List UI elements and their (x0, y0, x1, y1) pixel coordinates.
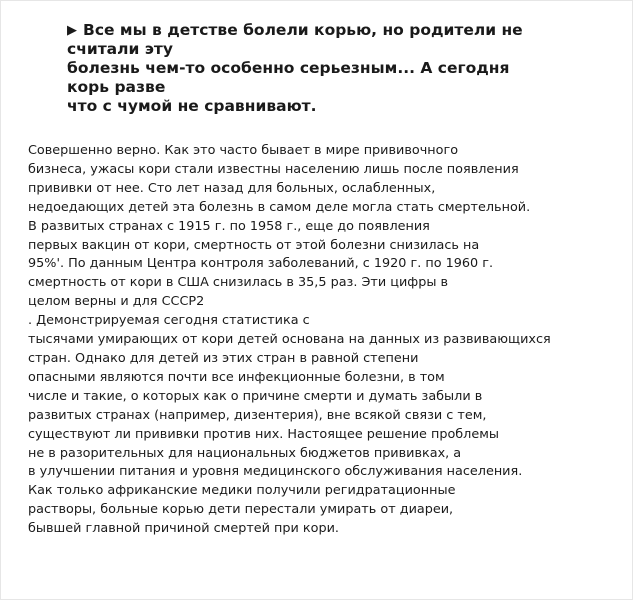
answer-line: 95%'. По данным Центра контроля заболеваний, с 1920 г. по 1960 г. (28, 256, 494, 272)
question-line (67, 21, 537, 40)
answer-line: первых вакцин от кори, смертность от этой болезни снизилась на (28, 237, 480, 253)
answer-line: смертность от кори в США снизилась в 35,5 раз. Эти цифры в (28, 275, 449, 291)
answer-line: недоедающих детей эта болезнь в самом деле могла стать смертельной. (28, 199, 531, 215)
answer-line: целом верны и для СССР2 (28, 294, 205, 310)
answer-line: опасными являются почти все инфекционные болезни, в том (28, 369, 445, 385)
answer-line: прививки от нее. Сто лет назад для больных, ослабленных, (28, 180, 436, 196)
question-line: корь разве (67, 78, 166, 96)
answer-line: растворы, больные корью дети перестали умирать от диареи, (28, 502, 454, 518)
answer-line: Совершенно верно. Как это часто бывает в мире прививочного (28, 143, 459, 158)
question-text: Все мы в детстве болели корью, но родители не (83, 21, 523, 39)
question-block (67, 21, 537, 116)
answer-paragraph (28, 142, 618, 539)
answer-line: в улучшении питания и уровня медицинского обслуживания населения. (28, 464, 523, 480)
answer-line: не в разорительных для национальных бюджетов прививках, а (28, 445, 462, 461)
answer-line: . Демонстрируемая сегодня статистика с (28, 313, 310, 329)
question-line: что с чумой не сравнивают. (67, 97, 317, 115)
answer-line: числе и такие, о которых как о причине смерти и думать забыли в (28, 388, 483, 404)
answer-line: тысячами умирающих от кори детей основана на данных из развивающихся (28, 332, 551, 348)
answer-line: стран. Однако для детей из этих стран в равной степени (28, 350, 419, 366)
answer-line: развитых странах (например, дизентерия), вне всякой связи с тем, (28, 407, 487, 423)
question-line: болезнь чем-то особенно серьезным... А сегодня (67, 59, 510, 77)
question-line: считали эту (67, 40, 174, 58)
triangle-bullet-icon: ▶ (67, 23, 77, 38)
answer-line: Как только африканские медики получили регидратационные (28, 483, 456, 499)
answer-line: существуют ли прививки против них. Настоящее решение проблемы (28, 426, 499, 442)
answer-line: бизнеса, ужасы кори стали известны населению лишь после появления (28, 161, 519, 177)
answer-line: В развитых странах с 1915 г. по 1958 г., еще до появления (28, 218, 430, 234)
answer-line: бывшей главной причиной смертей при кори. (28, 521, 339, 537)
